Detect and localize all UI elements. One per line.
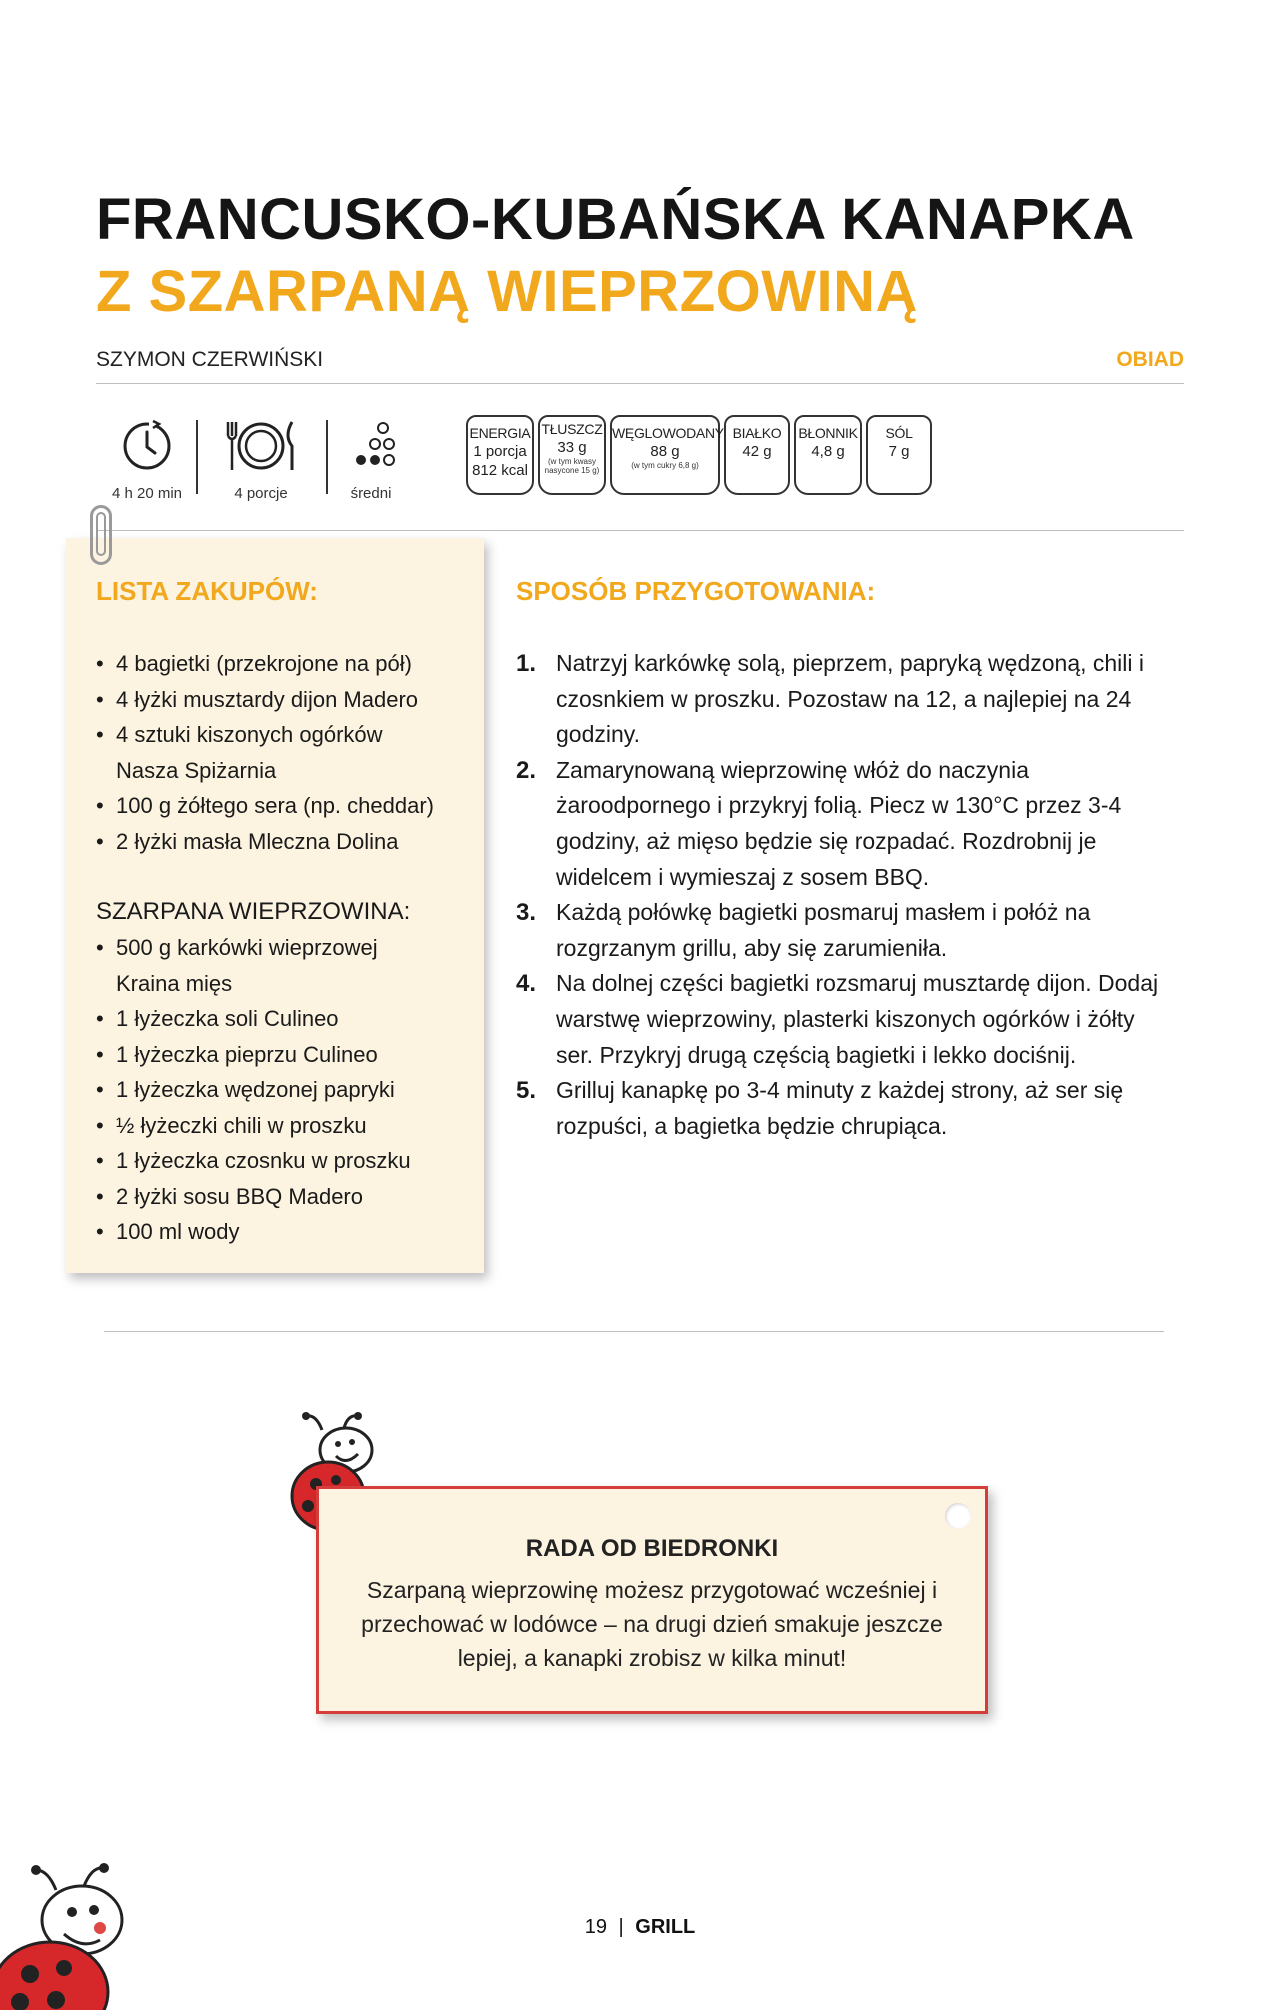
list-item: • 500 g karkówki wieprzowej Kraina mięs — [96, 930, 396, 1001]
page-footer — [0, 1916, 1280, 1939]
difficulty-info — [316, 418, 426, 502]
nutrition-label: BŁONNIK — [798, 425, 858, 441]
meta-divider-line — [96, 530, 1184, 531]
step-item — [516, 895, 1172, 966]
time-label: 4 h 20 min — [111, 485, 183, 502]
servings-info — [206, 418, 316, 502]
nutrition-label: BIAŁKO — [732, 425, 782, 441]
nutrition-protein — [724, 415, 790, 495]
shopping-list — [96, 646, 466, 859]
footer-separator: | — [618, 1916, 624, 1938]
step-number: 3. — [516, 899, 537, 927]
time-info — [92, 418, 202, 502]
nutrition-carbs — [610, 415, 724, 495]
nutrition-value: 88 g — [650, 443, 680, 460]
step-item — [516, 753, 1172, 895]
meta-divider — [196, 420, 198, 494]
step-text: Grilluj kanapkę po 3-4 minuty z każdej strony, aż ser się rozpuści, a bagietka będzie chrupiąca. — [556, 1077, 1124, 1139]
nutrition-label: SÓL — [885, 425, 913, 441]
recipe-title-line2: Z SZARPANĄ WIEPRZOWINĄ — [96, 259, 918, 324]
list-item: • 4 sztuki kiszonych ogórków Nasza Spiżarnia — [96, 717, 386, 788]
list-item: • ½ łyżeczki chili w proszku — [96, 1108, 466, 1144]
pork-subheading: SZARPANA WIEPRZOWINA: — [96, 898, 411, 925]
step-number: 1. — [516, 650, 537, 677]
page-number: 19 — [584, 1916, 607, 1938]
nutrition-fat — [538, 415, 606, 495]
method-heading: SPOSÓB PRZYGOTOWANIA: — [516, 576, 876, 606]
list-item: • 1 łyżeczka soli Culineo — [96, 1001, 466, 1037]
nutrition-value: 1 porcja — [473, 443, 527, 460]
tip-heading: RADA OD BIEDRONKI — [525, 1535, 779, 1562]
step-number: 4. — [516, 970, 537, 998]
servings-label: 4 porcje — [234, 485, 288, 502]
step-text: Każdą połówkę bagietki posmaruj masłem i połóż na rozgrzanym grillu, aby się zarumieniła. — [556, 899, 1091, 961]
recipe-title-line1: FRANCUSKO-KUBAŃSKA KANAPKA — [96, 187, 1135, 252]
nutrition-subvalue: (w tym cukry 6,8 g) — [631, 461, 699, 470]
difficulty-dots-icon — [343, 418, 399, 474]
section-divider — [104, 1331, 1164, 1332]
nutrition-value: 4,8 g — [811, 443, 845, 460]
nutrition-subvalue: (w tym kwasy nasycone 15 g) — [544, 457, 600, 475]
shopping-heading: LISTA ZAKUPÓW: — [96, 576, 318, 606]
step-text: Zamarynowaną wieprzowinę włóż do naczynia żaroodpornego i przykryj folią. Piecz w 130°C przez 3-4 godziny, aż mięso będzie się rozpadać. Rozdrobnij je widelcem i wymieszaj z sosem BBQ. — [556, 756, 1122, 890]
section-name: GRILL — [635, 1916, 696, 1938]
clock-icon — [119, 418, 175, 474]
list-item: • 100 g żółtego sera (np. cheddar) — [96, 788, 466, 824]
list-item: • 4 bagietki (przekrojone na pół) — [96, 646, 466, 682]
author-name: SZYMON CZERWIŃSKI — [96, 348, 324, 371]
list-item: • 100 ml wody — [96, 1214, 466, 1250]
difficulty-label: średni — [350, 485, 392, 502]
list-item: • 1 łyżeczka wędzonej papryki — [96, 1072, 466, 1108]
nutrition-value: 812 kcal — [472, 462, 528, 479]
tip-text: Szarpaną wieprzowinę możesz przygotować wcześniej i przechować w lodówce – na drugi dzień smakuje jeszcze lepiej, a kanapki zrobisz w kilka minut! — [361, 1577, 943, 1671]
nutrition-value: 33 g — [557, 439, 587, 456]
step-item — [516, 966, 1172, 1073]
step-text: Na dolnej części bagietki rozsmaruj musztardę dijon. Dodaj warstwę wieprzowiny, plasterki kiszonych ogórków i żółty ser. Przykryj drugą częścią bagietki i lekko dociśnij. — [556, 970, 1159, 1068]
method-steps — [516, 646, 1172, 1144]
shopping-list-card — [66, 538, 484, 1273]
list-item: • 1 łyżeczka pieprzu Culineo — [96, 1037, 466, 1073]
category-label: OBIAD — [1116, 348, 1184, 371]
list-item: • 4 łyżki musztardy dijon Madero — [96, 682, 466, 718]
nutrition-energy — [466, 415, 534, 495]
nutrition-label: TŁUSZCZ — [541, 421, 603, 437]
header-divider — [96, 383, 1184, 384]
nutrition-value: 42 g — [742, 443, 772, 460]
nutrition-value: 7 g — [888, 443, 910, 460]
pork-list — [96, 930, 466, 1250]
card-hole — [945, 1503, 971, 1529]
nutrition-salt — [866, 415, 932, 495]
list-item: • 2 łyżki masła Mleczna Dolina — [96, 824, 466, 860]
tip-box — [316, 1486, 988, 1714]
step-item — [516, 646, 1172, 753]
step-text: Natrzyj karkówkę solą, pieprzem, papryką wędzoną, chili i czosnkiem w proszku. Pozostaw na 12, a najlepiej na 24 godziny. — [556, 650, 1145, 748]
nutrition-label: WĘGLOWODANY — [612, 425, 724, 441]
list-item: • 2 łyżki sosu BBQ Madero — [96, 1179, 466, 1215]
list-item: • 1 łyżeczka czosnku w proszku — [96, 1143, 466, 1179]
step-number: 5. — [516, 1077, 537, 1105]
step-number: 2. — [516, 756, 537, 784]
step-item — [516, 1073, 1172, 1144]
plate-icon — [218, 418, 304, 474]
paperclip-inner — [96, 512, 106, 556]
nutrition-label: ENERGIA — [469, 425, 531, 441]
nutrition-fiber — [794, 415, 862, 495]
